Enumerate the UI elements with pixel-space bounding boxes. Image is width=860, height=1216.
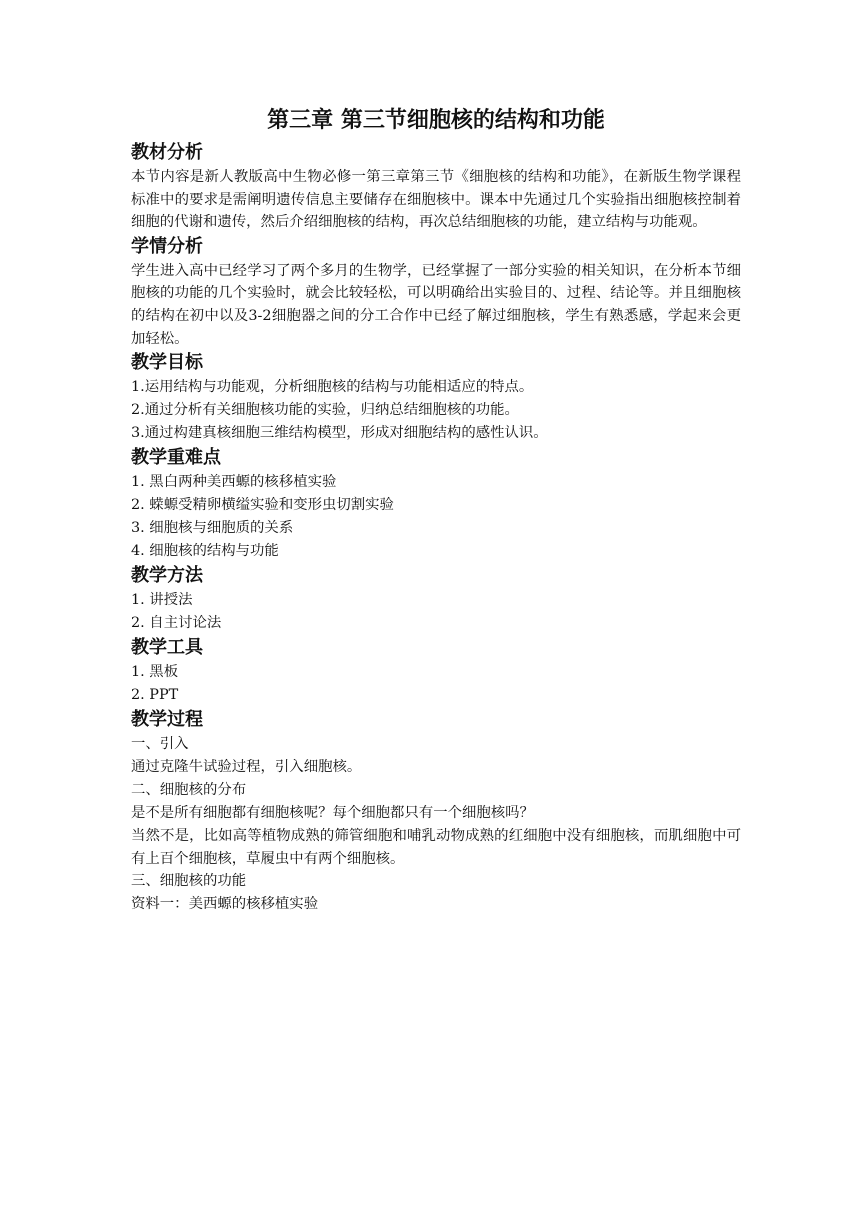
method-item: 1. 讲授法 — [131, 592, 193, 609]
process-subheading: 一、引入 — [131, 736, 189, 753]
process-text: 当然不是，比如高等植物成熟的筛管细胞和哺乳动物成熟的红细胞中没有细胞核，而肌细胞中可有上百个细胞核，草履虫中有两个细胞核。 — [131, 828, 741, 867]
tool-item: 1. 黑板 — [131, 664, 179, 681]
document-page — [131, 104, 741, 916]
section-heading-student-analysis: 学情分析 — [131, 235, 203, 257]
goal-item: 1.运用结构与功能观，分析细胞核的结构与功能相适应的特点。 — [131, 379, 534, 396]
key-point-item: 4. 细胞核的结构与功能 — [131, 543, 279, 560]
process-subheading: 三、细胞核的功能 — [131, 873, 247, 890]
process-text: 是不是所有细胞都有细胞核呢？每个细胞都只有一个细胞核吗？ — [131, 805, 534, 822]
student-analysis-text: 学生进入高中已经学习了两个多月的生物学，已经掌握了一部分实验的相关知识，在分析本节细胞核的功能的几个实验时，就会比较轻松，可以明确给出实验目的、过程、结论等。并且细胞核的结构在初中以及3-2细胞器之间的分工合作中已经了解过细胞核，学生有熟悉感，学起来会更加轻松。 — [131, 262, 741, 347]
goal-item: 3.通过构建真核细胞三维结构模型，形成对细胞结构的感性认识。 — [131, 425, 548, 442]
process-subheading: 二、细胞核的分布 — [131, 782, 247, 799]
section-heading-teaching-process: 教学过程 — [131, 709, 203, 731]
section-heading-teaching-tools: 教学工具 — [131, 637, 203, 659]
tool-item: 2. PPT — [131, 687, 179, 704]
method-item: 2. 自主讨论法 — [131, 615, 222, 632]
section-heading-teaching-goals: 教学目标 — [131, 352, 203, 374]
key-point-item: 2. 蝾螈受精卵横缢实验和变形虫切割实验 — [131, 497, 394, 514]
key-point-item: 1. 黑白两种美西螈的核移植实验 — [131, 474, 337, 491]
section-heading-teaching-methods: 教学方法 — [131, 565, 203, 587]
process-text: 通过克隆牛试验过程，引入细胞核。 — [131, 759, 362, 776]
section-heading-key-points: 教学重难点 — [131, 447, 221, 469]
textbook-analysis-text: 本节内容是新人教版高中生物必修一第三章第三节《细胞核的结构和功能》，在新版生物学课程标准中的要求是需阐明遗传信息主要储存在细胞核中。课本中先通过几个实验指出细胞核控制着细胞的代谢和遗传，然后介绍细胞核的结构，再次总结细胞核的功能，建立结构与功能观。 — [131, 169, 741, 231]
key-point-item: 3. 细胞核与细胞质的关系 — [131, 520, 294, 537]
process-text: 资料一：美西螈的核移植实验 — [131, 896, 319, 913]
document-title: 第三章 第三节细胞核的结构和功能 — [267, 108, 605, 133]
section-heading-textbook-analysis: 教材分析 — [131, 142, 203, 163]
goal-item: 2.通过分析有关细胞核功能的实验，归纳总结细胞核的功能。 — [131, 402, 519, 419]
